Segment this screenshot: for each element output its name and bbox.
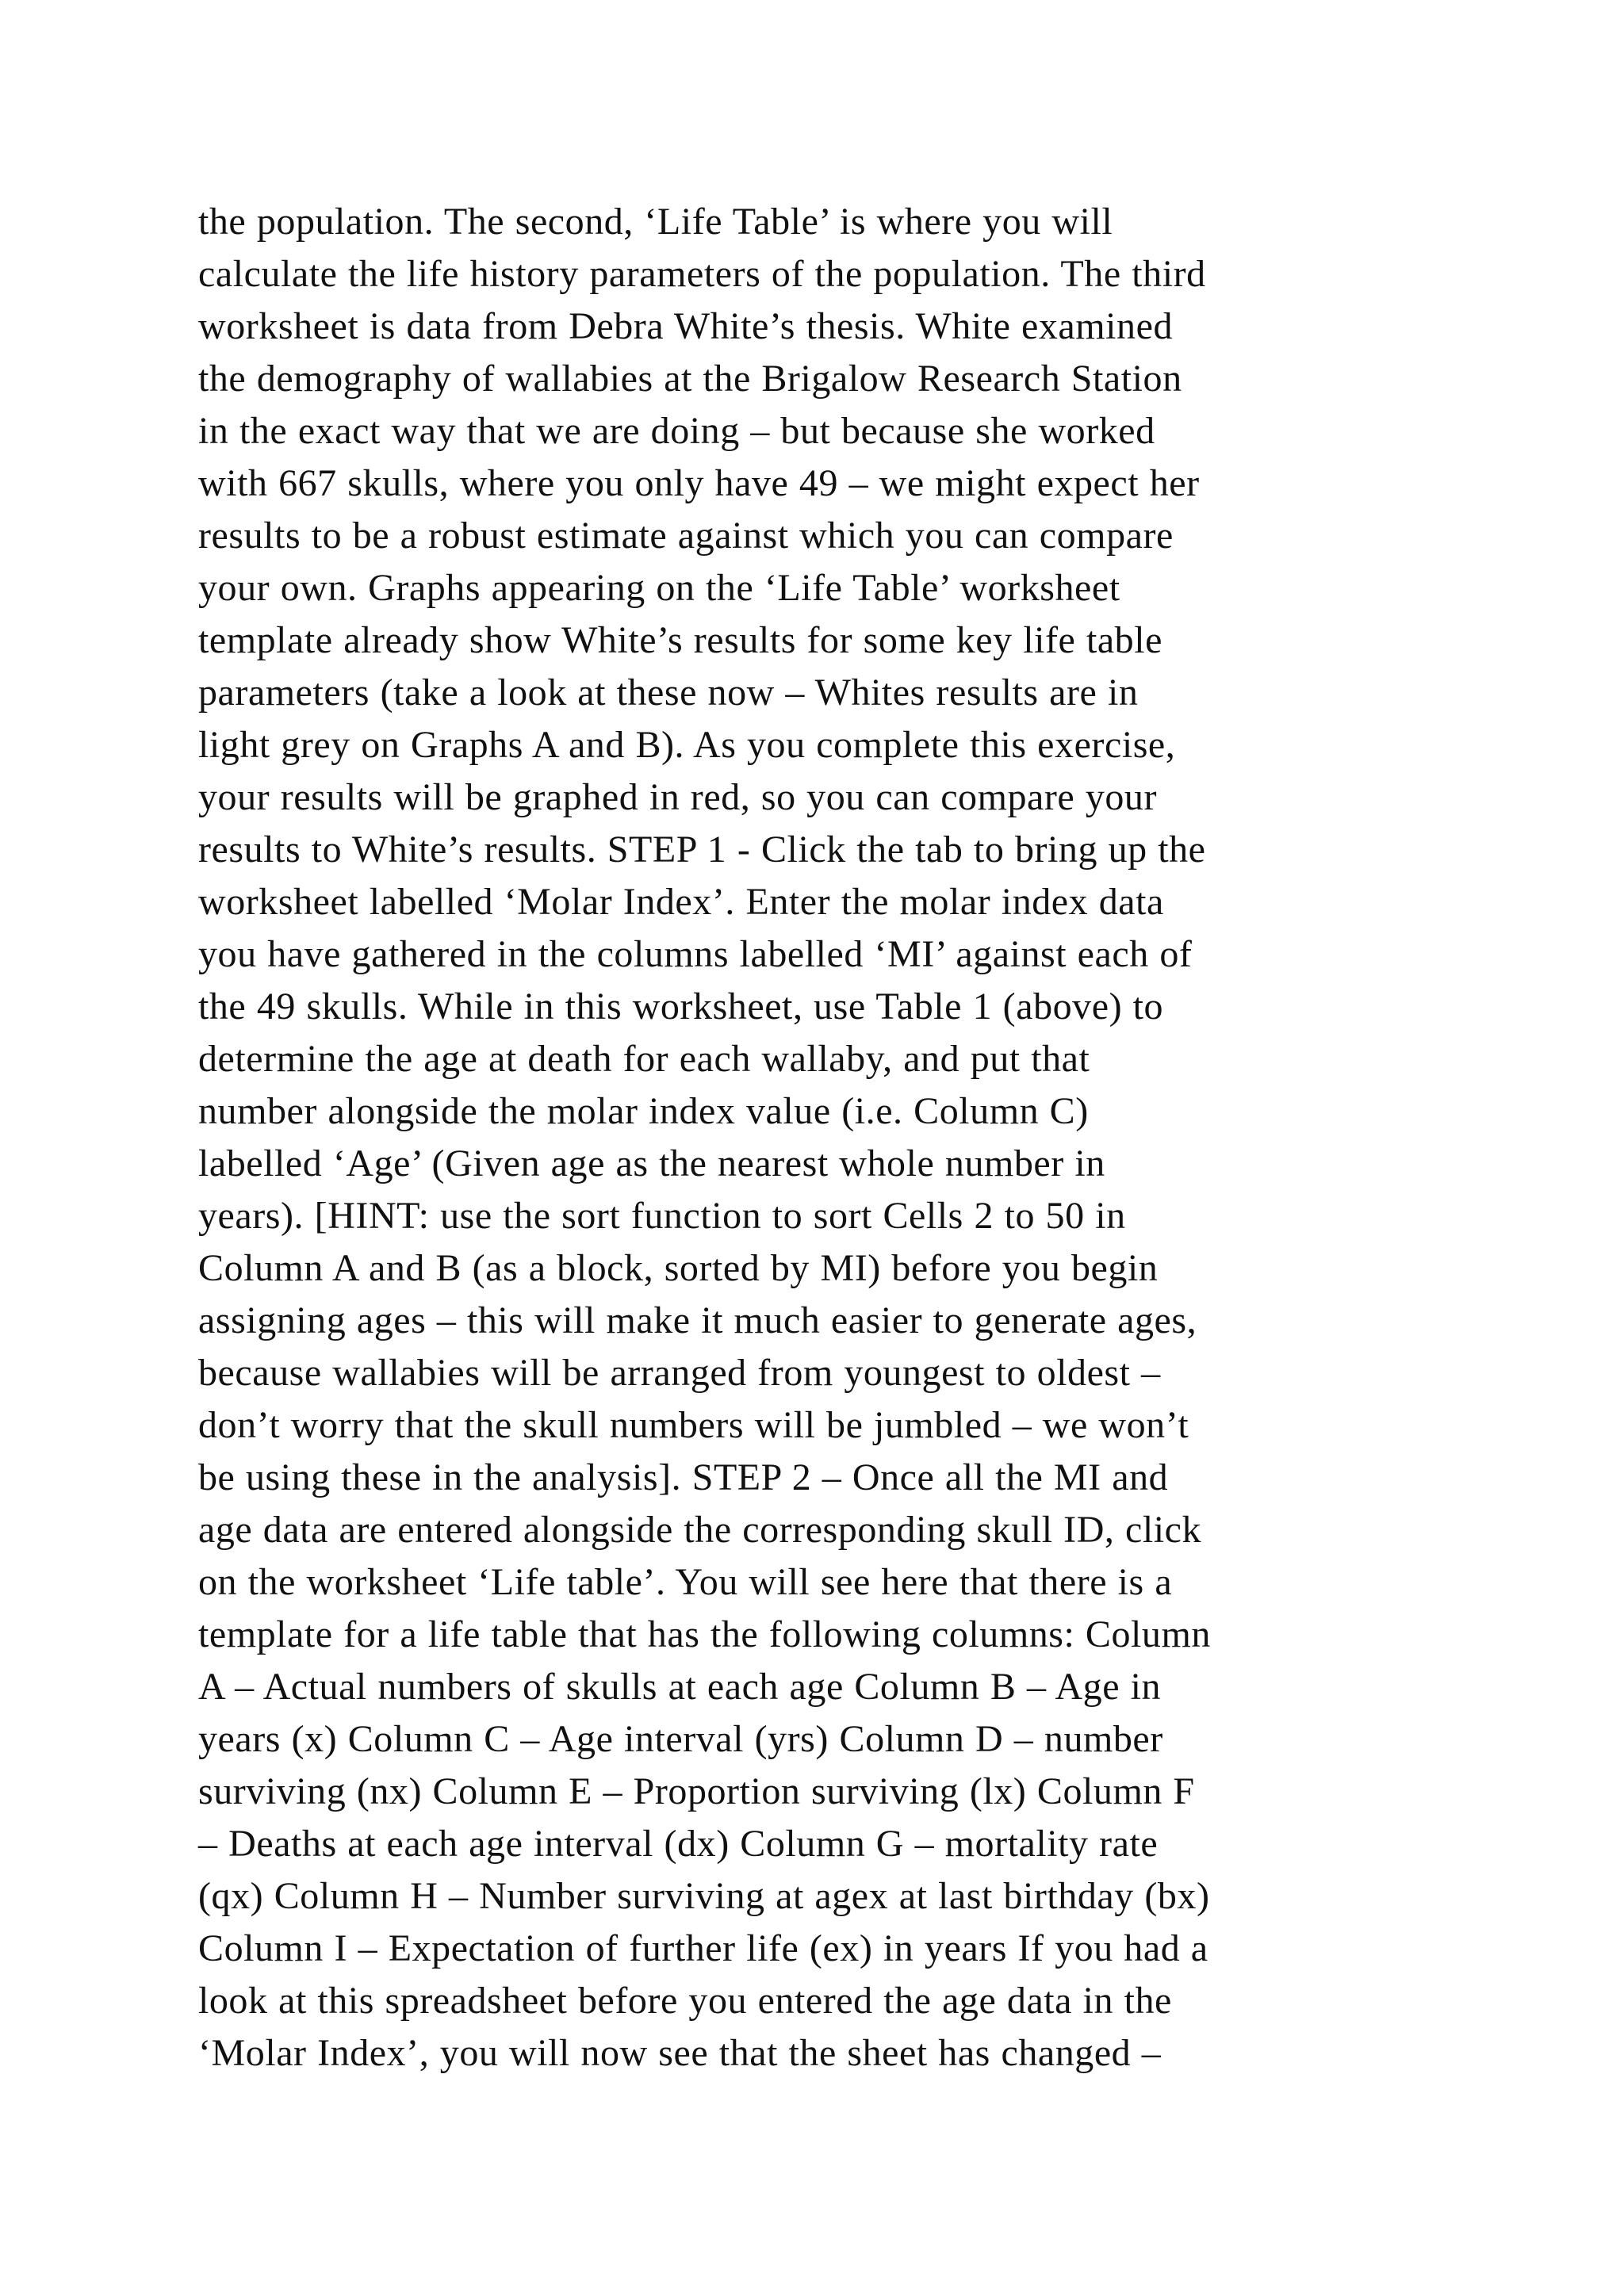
text-line: results to be a robust estimate against which you can compare xyxy=(198,515,1174,557)
text-line: determine the age at death for each wallaby, and put that xyxy=(198,1038,1090,1080)
text-line: the population. The second, ‘Life Table’ is where you will xyxy=(198,201,1113,243)
text-line: on the worksheet ‘Life table’. You will see here that there is a xyxy=(198,1561,1173,1603)
text-line: labelled ‘Age’ (Given age as the nearest whole number in xyxy=(198,1142,1105,1184)
text-line: your own. Graphs appearing on the ‘Life Table’ worksheet xyxy=(198,567,1120,609)
text-line: – Deaths at each age interval (dx) Column G – mortality rate xyxy=(198,1823,1159,1865)
body-text xyxy=(198,196,1499,2080)
text-line: don’t worry that the skull numbers will be jumbled – we won’t xyxy=(198,1404,1189,1446)
text-line: be using these in the analysis]. STEP 2 – Once all the MI and xyxy=(198,1456,1169,1498)
text-line: Column A and B (as a block, sorted by MI) before you begin xyxy=(198,1247,1159,1289)
text-line: parameters (take a look at these now – Whites results are in xyxy=(198,672,1139,714)
text-line: template for a life table that has the following columns: Column xyxy=(198,1613,1211,1655)
text-line: calculate the life history parameters of the population. The third xyxy=(198,253,1206,295)
text-line: years). [HINT: use the sort function to sort Cells 2 to 50 in xyxy=(198,1195,1126,1237)
text-line: light grey on Graphs A and B). As you complete this exercise, xyxy=(198,724,1176,766)
text-line: worksheet labelled ‘Molar Index’. Enter the molar index data xyxy=(198,881,1164,923)
text-line: number alongside the molar index value (i.e. Column C) xyxy=(198,1090,1089,1132)
text-line: your results will be graphed in red, so you can compare your xyxy=(198,776,1158,818)
text-line: you have gathered in the columns labelled ‘MI’ against each of xyxy=(198,933,1193,975)
text-line: look at this spreadsheet before you entered the age data in the xyxy=(198,1980,1172,2022)
text-line: ‘Molar Index’, you will now see that the sheet has changed – xyxy=(198,2032,1162,2074)
text-line: with 667 skulls, where you only have 49 – we might expect her xyxy=(198,462,1200,504)
text-line: Column I – Expectation of further life (ex) in years If you had a xyxy=(198,1927,1208,1969)
text-line: assigning ages – this will make it much easier to generate ages, xyxy=(198,1299,1197,1341)
text-line: template already show White’s results for some key life table xyxy=(198,619,1162,661)
text-line: A – Actual numbers of skulls at each age Column B – Age in xyxy=(198,1666,1162,1708)
text-line: results to White’s results. STEP 1 - Click the tab to bring up the xyxy=(198,828,1206,871)
text-line: the 49 skulls. While in this worksheet, use Table 1 (above) to xyxy=(198,985,1164,1027)
text-line: years (x) Column C – Age interval (yrs) Column D – number xyxy=(198,1718,1163,1760)
text-line: because wallabies will be arranged from youngest to oldest – xyxy=(198,1352,1161,1394)
text-line: the demography of wallabies at the Brigalow Research Station xyxy=(198,358,1182,400)
text-line: surviving (nx) Column E – Proportion surviving (lx) Column F xyxy=(198,1770,1195,1812)
text-line: in the exact way that we are doing – but because she worked xyxy=(198,410,1155,452)
text-line: worksheet is data from Debra White’s thesis. White examined xyxy=(198,305,1174,347)
text-line: (qx) Column H – Number surviving at agex at last birthday (bx) xyxy=(198,1875,1210,1917)
text-line: age data are entered alongside the corresponding skull ID, click xyxy=(198,1509,1202,1551)
